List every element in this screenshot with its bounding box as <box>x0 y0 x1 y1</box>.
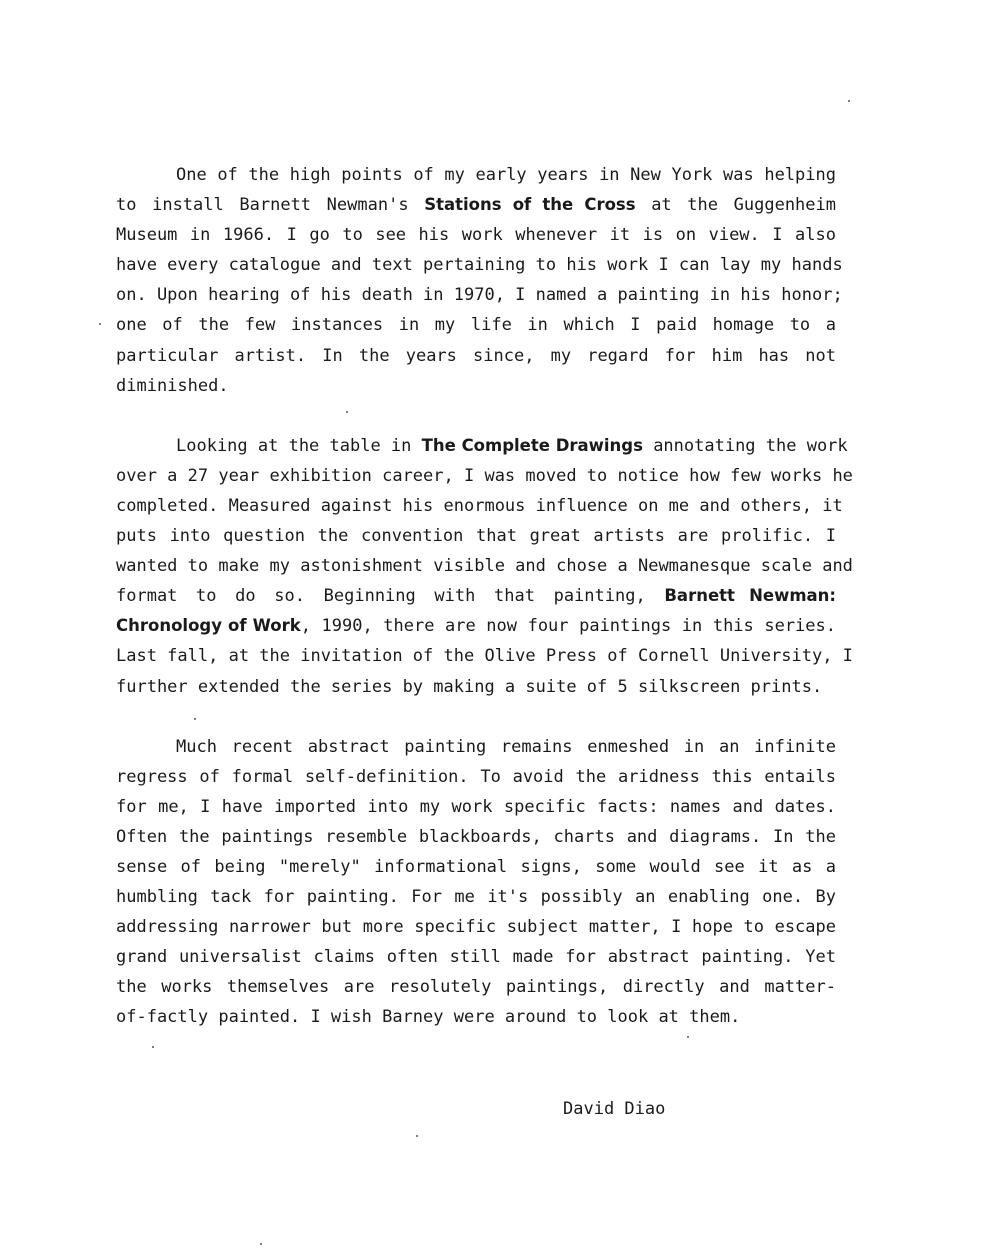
text-run: have every catalogue and text pertaining to his work I can lay my hands <box>116 255 843 276</box>
text-run: wanted to make my astonishment visible and chose a Newmanesque scale and <box>116 556 853 577</box>
text-run: one of the few instances in my life in which I paid homage to a <box>116 315 836 336</box>
bold-title: Barnett Newman: <box>664 586 836 606</box>
scan-speck <box>99 323 101 325</box>
text-run: One of the high points of my early years in New York was helping <box>176 165 836 185</box>
text-run: completed. Measured against his enormous influence on me and others, it <box>116 495 843 516</box>
text-run: annotating the work <box>642 435 848 456</box>
text-run: Much recent abstract painting remains enmeshed in an infinite <box>176 736 836 757</box>
paragraph <box>116 160 843 401</box>
text-line <box>116 431 848 461</box>
text-line <box>116 371 836 401</box>
text-run: for me, I have imported into my work specific facts: names and dates. <box>116 796 836 817</box>
text-run: further extended the series by making a suite of 5 silkscreen prints. <box>116 676 823 697</box>
scan-speck <box>687 1036 689 1038</box>
text-run: Museum in 1966. I go to see his work whenever it is on view. I also <box>116 225 836 246</box>
text-line <box>116 852 836 882</box>
text-line <box>116 581 836 611</box>
text-run: puts into question the convention that great artists are prolific. I <box>116 526 836 547</box>
text-run: over a 27 year exhibition career, I was moved to notice how few works he <box>116 465 853 486</box>
paragraph <box>116 732 836 1033</box>
text-run: of-factly painted. I wish Barney were around to look at them. <box>116 1007 741 1028</box>
text-run: Often the paintings resemble blackboards, charts and diagrams. In the <box>116 826 836 847</box>
text-run: addressing narrower but more specific subject matter, I hope to escape <box>116 917 836 938</box>
text-line <box>116 1002 836 1032</box>
text-run: particular artist. In the years since, my regard for him has not <box>116 345 836 366</box>
text-line <box>116 972 836 1002</box>
scan-speck <box>848 100 850 102</box>
bold-title: The Complete Drawings <box>421 435 643 455</box>
text-run: , 1990, there are now four paintings in this series. <box>300 616 836 637</box>
text-run: on. Upon hearing of his death in 1970, I named a painting in his honor; <box>116 285 843 306</box>
text-line <box>116 250 843 280</box>
text-line <box>116 822 836 852</box>
text-line <box>116 762 836 792</box>
text-line <box>116 190 836 220</box>
text-run: at the Guggenheim <box>635 195 836 216</box>
paragraph <box>116 431 853 702</box>
text-line <box>116 882 836 912</box>
scan-speck <box>416 1135 418 1137</box>
text-line <box>116 641 853 671</box>
text-run: diminished. <box>116 375 229 396</box>
bold-title: Stations of the Cross <box>424 195 636 215</box>
text-line <box>116 792 836 822</box>
text-line <box>116 942 836 972</box>
text-line <box>116 672 836 702</box>
text-line <box>116 611 836 641</box>
text-run: sense of being "merely" informational signs, some would see it as a <box>116 856 836 877</box>
text-run: regress of formal self-definition. To avoid the aridness this entails <box>116 766 836 787</box>
text-line <box>116 912 836 942</box>
text-line <box>116 461 853 491</box>
text-run: format to do so. Beginning with that painting, <box>116 586 665 607</box>
bold-title: Chronology of Work <box>116 616 301 636</box>
text-line <box>116 310 836 340</box>
text-line <box>116 732 836 762</box>
text-run: Looking at the table in <box>176 435 422 456</box>
scan-speck <box>194 718 196 720</box>
text-run: humbling tack for painting. For me it's possibly an enabling one. By <box>116 887 836 908</box>
letter-body <box>116 160 853 1063</box>
scan-speck <box>260 1243 262 1245</box>
scan-speck <box>152 1046 154 1048</box>
scan-speck <box>346 411 348 413</box>
text-line <box>116 220 836 250</box>
text-run: Last fall, at the invitation of the Olive Press of Cornell University, I <box>116 646 853 667</box>
text-line <box>116 341 836 371</box>
text-line <box>116 521 836 551</box>
text-line <box>116 551 853 581</box>
signature: David Diao <box>563 1099 666 1119</box>
text-line <box>116 160 836 190</box>
text-run: the works themselves are resolutely paintings, directly and matter- <box>116 977 836 998</box>
text-run: to install Barnett Newman's <box>116 195 425 216</box>
text-run: grand universalist claims often still made for abstract painting. Yet <box>116 947 836 968</box>
text-line <box>116 491 843 521</box>
text-line <box>116 280 843 310</box>
